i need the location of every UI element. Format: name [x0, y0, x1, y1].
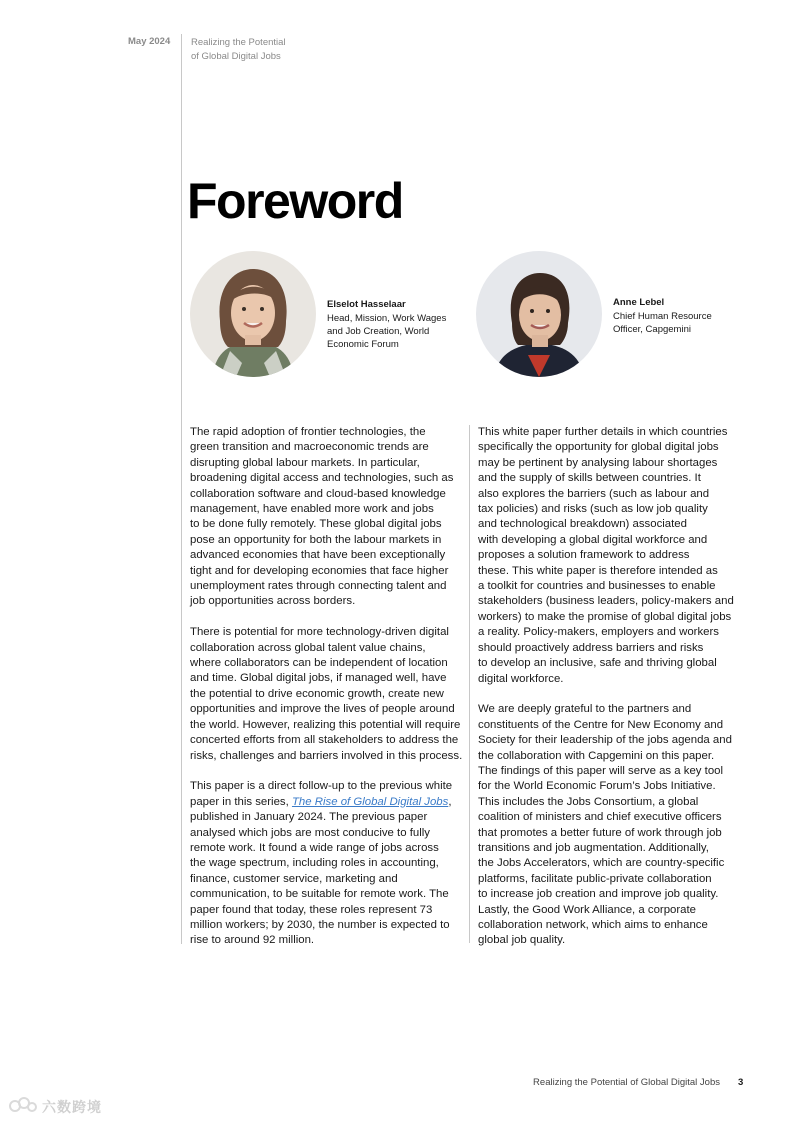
person-role: Chief Human Resource Officer, Capgemini	[613, 311, 712, 335]
text-line: disrupting global labour markets. In particular,	[190, 456, 420, 469]
person-card-elselot-hasselaar	[327, 298, 467, 351]
watermark-logo-icon	[8, 1094, 38, 1116]
text-line: a reality. Policy-makers, employers and workers	[478, 626, 719, 639]
text-line: risks, challenges and barriers involved in this process.	[190, 749, 463, 762]
text-line: green transition and macroeconomic trends are	[190, 441, 429, 454]
person-name: Elselot Hasselaar	[327, 299, 406, 310]
text-line: with developing a global digital workforce and	[478, 533, 708, 546]
person-role: Head, Mission, Work Wages and Job Creation, World Economic Forum	[327, 313, 447, 350]
portrait-elselot-hasselaar	[190, 251, 316, 377]
text-line: tax policies) and risks (such as low job quality	[478, 503, 708, 516]
header-title-line: of Global Digital Jobs	[191, 51, 281, 62]
header-divider	[181, 34, 182, 944]
watermark-text: 六数跨境	[42, 1099, 102, 1115]
body-column-right	[478, 425, 753, 964]
rise-of-global-digital-jobs-link[interactable]: The Rise of Global Digital Jobs	[291, 795, 449, 808]
page-title: Foreword	[187, 173, 403, 229]
text-line: these. This white paper is therefore intended as	[478, 564, 718, 577]
text-line: a toolkit for countries and businesses to enable	[478, 580, 716, 593]
text-line: collaboration across global talent value chains,	[190, 641, 426, 654]
text-line: also explores the barriers (such as labour and	[478, 487, 710, 500]
text-line: transitions and job augmentation. Additionally,	[478, 841, 709, 854]
text-line: This includes the Jobs Consortium, a global	[478, 795, 699, 808]
text-line	[190, 795, 462, 810]
page-number: 3	[738, 1077, 744, 1088]
text-line: stakeholders (business leaders, policy-makers and	[478, 595, 734, 608]
text-line: concerted efforts from all stakeholders to address the	[190, 734, 459, 747]
text-line: published in January 2024. The previous paper	[190, 811, 428, 824]
paragraph	[190, 425, 462, 610]
header-title-line: Realizing the Potential	[191, 37, 286, 48]
text-line: This paper is a direct follow-up to the previous white	[190, 780, 453, 793]
text-line: platforms, facilitate public-private collaboration	[478, 872, 712, 885]
text-line: analysed which jobs are most conducive to fully	[190, 826, 430, 839]
text-line: to develop an inclusive, safe and thriving global	[478, 657, 717, 670]
text-line: rise to around 92 million.	[190, 934, 315, 947]
text-line: pose an opportunity for both the labour markets in	[190, 533, 442, 546]
text-line: This white paper further details in which countries	[478, 426, 728, 438]
text-line: The rapid adoption of frontier technologies, the	[190, 426, 426, 438]
text-line: Lastly, the Good Work Alliance, a corporate	[478, 903, 697, 916]
text-line: million workers; by 2030, the number is expected to	[190, 918, 450, 931]
text-line: finance, customer service, marketing and	[190, 872, 398, 885]
text-line: remote work. It found a wide range of jobs across	[190, 841, 439, 854]
person-name: Anne Lebel	[613, 297, 665, 308]
text-line: and time. Global digital jobs, if managed well, have	[190, 672, 447, 685]
text-line: coalition of ministers and chief executive officers	[478, 811, 722, 824]
text-line: Society for their leadership of the jobs agenda and	[478, 734, 732, 747]
paragraph	[478, 702, 753, 949]
text-line: collaboration network, which aims to enhance	[478, 918, 708, 931]
text-line: specifically the opportunity for global digital jobs	[478, 441, 719, 454]
body-column-left	[190, 425, 462, 964]
text-line: collaboration software and cloud-based knowledge	[190, 487, 446, 500]
text-line: and technological breakdown) associated	[478, 518, 687, 531]
text-line: should proactively address barriers and risks	[478, 641, 704, 654]
text-line: the wage spectrum, including roles in accounting,	[190, 857, 439, 870]
text-line: tight and for developing economies that face higher	[190, 564, 449, 577]
header-date: May 2024	[128, 36, 171, 47]
text-line: We are deeply grateful to the partners and	[478, 703, 692, 716]
text-line: workers) to make the promise of global digital jobs	[478, 610, 732, 623]
text-line: paper found that today, these roles represent 73	[190, 903, 433, 916]
text-line: the Jobs Accelerators, which are country-specific	[478, 857, 725, 870]
text-line: job opportunities across borders.	[190, 595, 356, 608]
paragraph	[478, 425, 753, 687]
text-line: to be done fully remotely. These global digital jobs	[190, 518, 442, 531]
text-line: advanced economies that have been exceptionally	[190, 549, 446, 562]
text-fragment: ,	[448, 795, 452, 808]
text-line: may be pertinent by analysing labour shortages	[478, 456, 718, 469]
portrait-anne-lebel	[476, 251, 602, 377]
paragraph-rest	[190, 810, 462, 949]
text-fragment: paper in this series,	[190, 795, 289, 808]
text-line: the potential to drive economic growth, create new	[190, 687, 444, 700]
text-line: and the supply of skills between countries. It	[478, 472, 701, 485]
text-line: opportunities and improve the lives of people around	[190, 703, 455, 716]
text-line: global job quality.	[478, 934, 566, 947]
paragraph	[190, 625, 462, 764]
text-line: There is potential for more technology-driven digital	[190, 626, 449, 639]
text-line: management, have enabled more work and jobs	[190, 503, 434, 516]
text-line: proposes a solution framework to address	[478, 549, 690, 562]
text-line: for the World Economic Forum’s Jobs Initiative.	[478, 780, 716, 793]
text-line: the world. However, realizing this potential will require	[190, 718, 461, 731]
text-line: broadening digital access and technologies, such as	[190, 472, 454, 485]
text-line: where collaborators can be independent of location	[190, 657, 448, 670]
paragraph	[190, 779, 462, 948]
text-line: to increase job creation and improve job quality.	[478, 888, 719, 901]
person-card-anne-lebel	[613, 296, 753, 336]
text-line: The findings of this paper will serve as a key tool	[478, 764, 724, 777]
footer-report-title: Realizing the Potential of Global Digital Jobs	[533, 1077, 720, 1088]
text-line: the collaboration with Capgemini on this paper.	[478, 749, 715, 762]
text-line: digital workforce.	[478, 672, 564, 685]
text-line: communication, to be suitable for remote work. The	[190, 888, 449, 901]
text-line: that promotes a better future of work through job	[478, 826, 722, 839]
column-divider	[469, 425, 470, 943]
text-line: constituents of the Centre for New Economy and	[478, 718, 724, 731]
header-report-title	[191, 36, 286, 64]
text-line: unemployment rates through connecting talent and	[190, 580, 447, 593]
